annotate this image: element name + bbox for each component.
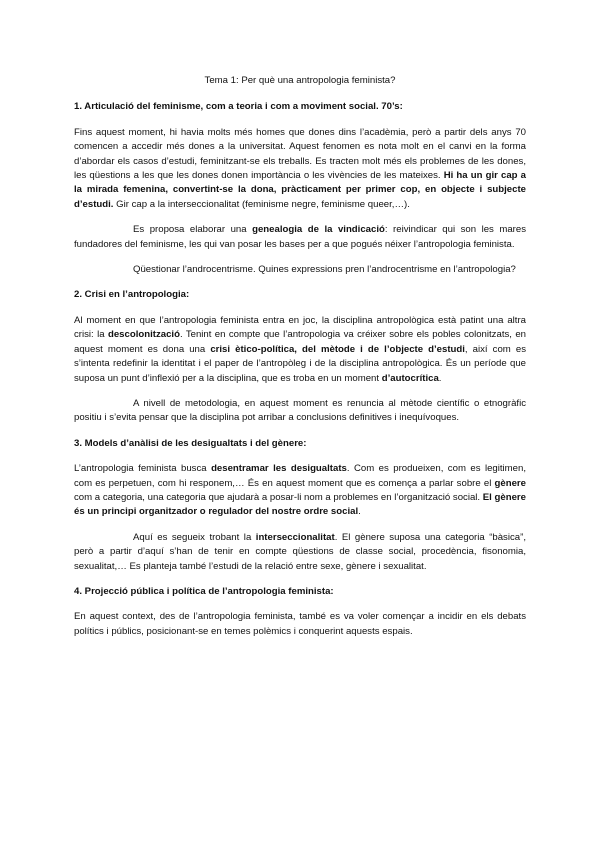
section-heading: 3. Models d’anàlisi de les desigualtats i del gènere: <box>74 437 307 449</box>
text: L’antropologia feminista busca <box>74 463 212 475</box>
document-title: Tema 1: Per què una antropologia feminista? <box>204 75 396 86</box>
text: : reivindicar qui son les mares fundadores del feminisme, les qui van posar les bases per a que pogués néixer l’antropologia feminista. <box>74 224 526 250</box>
text: Fins aquest moment, hi havia molts més homes que dones dins l’acadèmia, però a partir dels anys 70 comencen a accedir més dones a la universitat. Aquest fenomen es nota molt en el canvi en la forma d’abordar els casos d’estudi, feminitzant-se els treballs. Es tracten molt més els problemes de les dones, les qüestions a les que les dones donen importància o les vivències de les mateixes. <box>74 126 526 182</box>
paragraph <box>74 126 526 212</box>
paragraph <box>74 462 526 520</box>
text: com a categoria, una categoria que ajudarà a posar-li nom a problemes en l’organització social. <box>74 491 483 503</box>
text: . El gènere suposa una categoria “bàsica”, però a partir d’aquí s’han de tenir en compte qüestions de classe social, procedència, fisonomia, sexualitat,… Es planteja també l’estudi de la relació entre sexe, gènere i sexualitat. <box>74 531 526 572</box>
bold-text: genealogia de la vindicació <box>252 224 385 236</box>
text: . Com es produeixen, com es legitimen, com es perpetuen, com hi responem,… És en aquest moment que es comença a parlar sobre el <box>74 463 527 489</box>
paragraph <box>74 223 526 252</box>
text: . Tenint en compte que l’antropologia va créixer sobre els pobles colonitzats, en aquest moment es dona una <box>74 329 527 355</box>
text: Qüestionar l’androcentrisme. Quines expressions pren l’androcentrisme en l’antropologia? <box>133 264 516 276</box>
bold-text: gènere <box>494 477 526 489</box>
paragraph <box>74 531 526 574</box>
text: , així com es s’intenta redefinir la identitat i el paper de l’antropòleg i de la disciplina antropològica. És un període que suposa un punt d’inflexió per a la disciplina, que es troba en un moment <box>74 343 526 384</box>
text: En aquest context, des de l’antropologia feminista, també es va voler començar a incidir en els debats polítics i públics, posicionant-se en temes polèmics i conquerint aquests espais. <box>74 611 526 637</box>
paragraph <box>74 314 526 386</box>
paragraph <box>74 397 526 426</box>
paragraph <box>74 610 526 639</box>
bold-text: interseccionalitat <box>255 531 335 543</box>
text: . <box>358 506 361 518</box>
text: Gir cap a la interseccionalitat (feminisme negre, feminisme queer,…). <box>113 198 410 210</box>
bold-text: El gènere és un principi organitzador o regulador del nostre ordre social <box>74 491 526 518</box>
bold-text: desentramar les desigualtats <box>211 463 347 475</box>
section-heading: 1. Articulació del feminisme, com a teoria i com a moviment social. 70’s: <box>74 101 403 113</box>
paragraph <box>74 263 526 277</box>
bold-text: Hi ha un gir cap a la mirada femenina, convertint-se la dona, pràcticament per primer cop, en objecte i subjecte d’estudi. <box>74 170 526 210</box>
section-heading: 4. Projecció pública i política de l’antropologia feminista: <box>74 585 334 597</box>
text: Es proposa elaborar una <box>133 224 253 236</box>
section-heading: 2. Crisi en l’antropologia: <box>74 289 190 301</box>
text: A nivell de metodologia, en aquest moment es renuncia al mètode científic o etnogràfic positiu i s’evita pensar que la disciplina pot arribar a conclusions definitives i inequívoques. <box>74 397 526 424</box>
text: Aquí es segueix trobant la <box>133 531 256 543</box>
bold-text: d’autocrítica <box>381 372 439 384</box>
text: Al moment en que l’antropologia feminista entra en joc, la disciplina antropològica està patint una altra crisi: la <box>74 314 526 341</box>
bold-text: descolonització <box>107 329 180 341</box>
text: . <box>438 372 442 384</box>
bold-text: crisi ètico-política, del mètode i de l’objecte d’estudi <box>210 343 465 355</box>
